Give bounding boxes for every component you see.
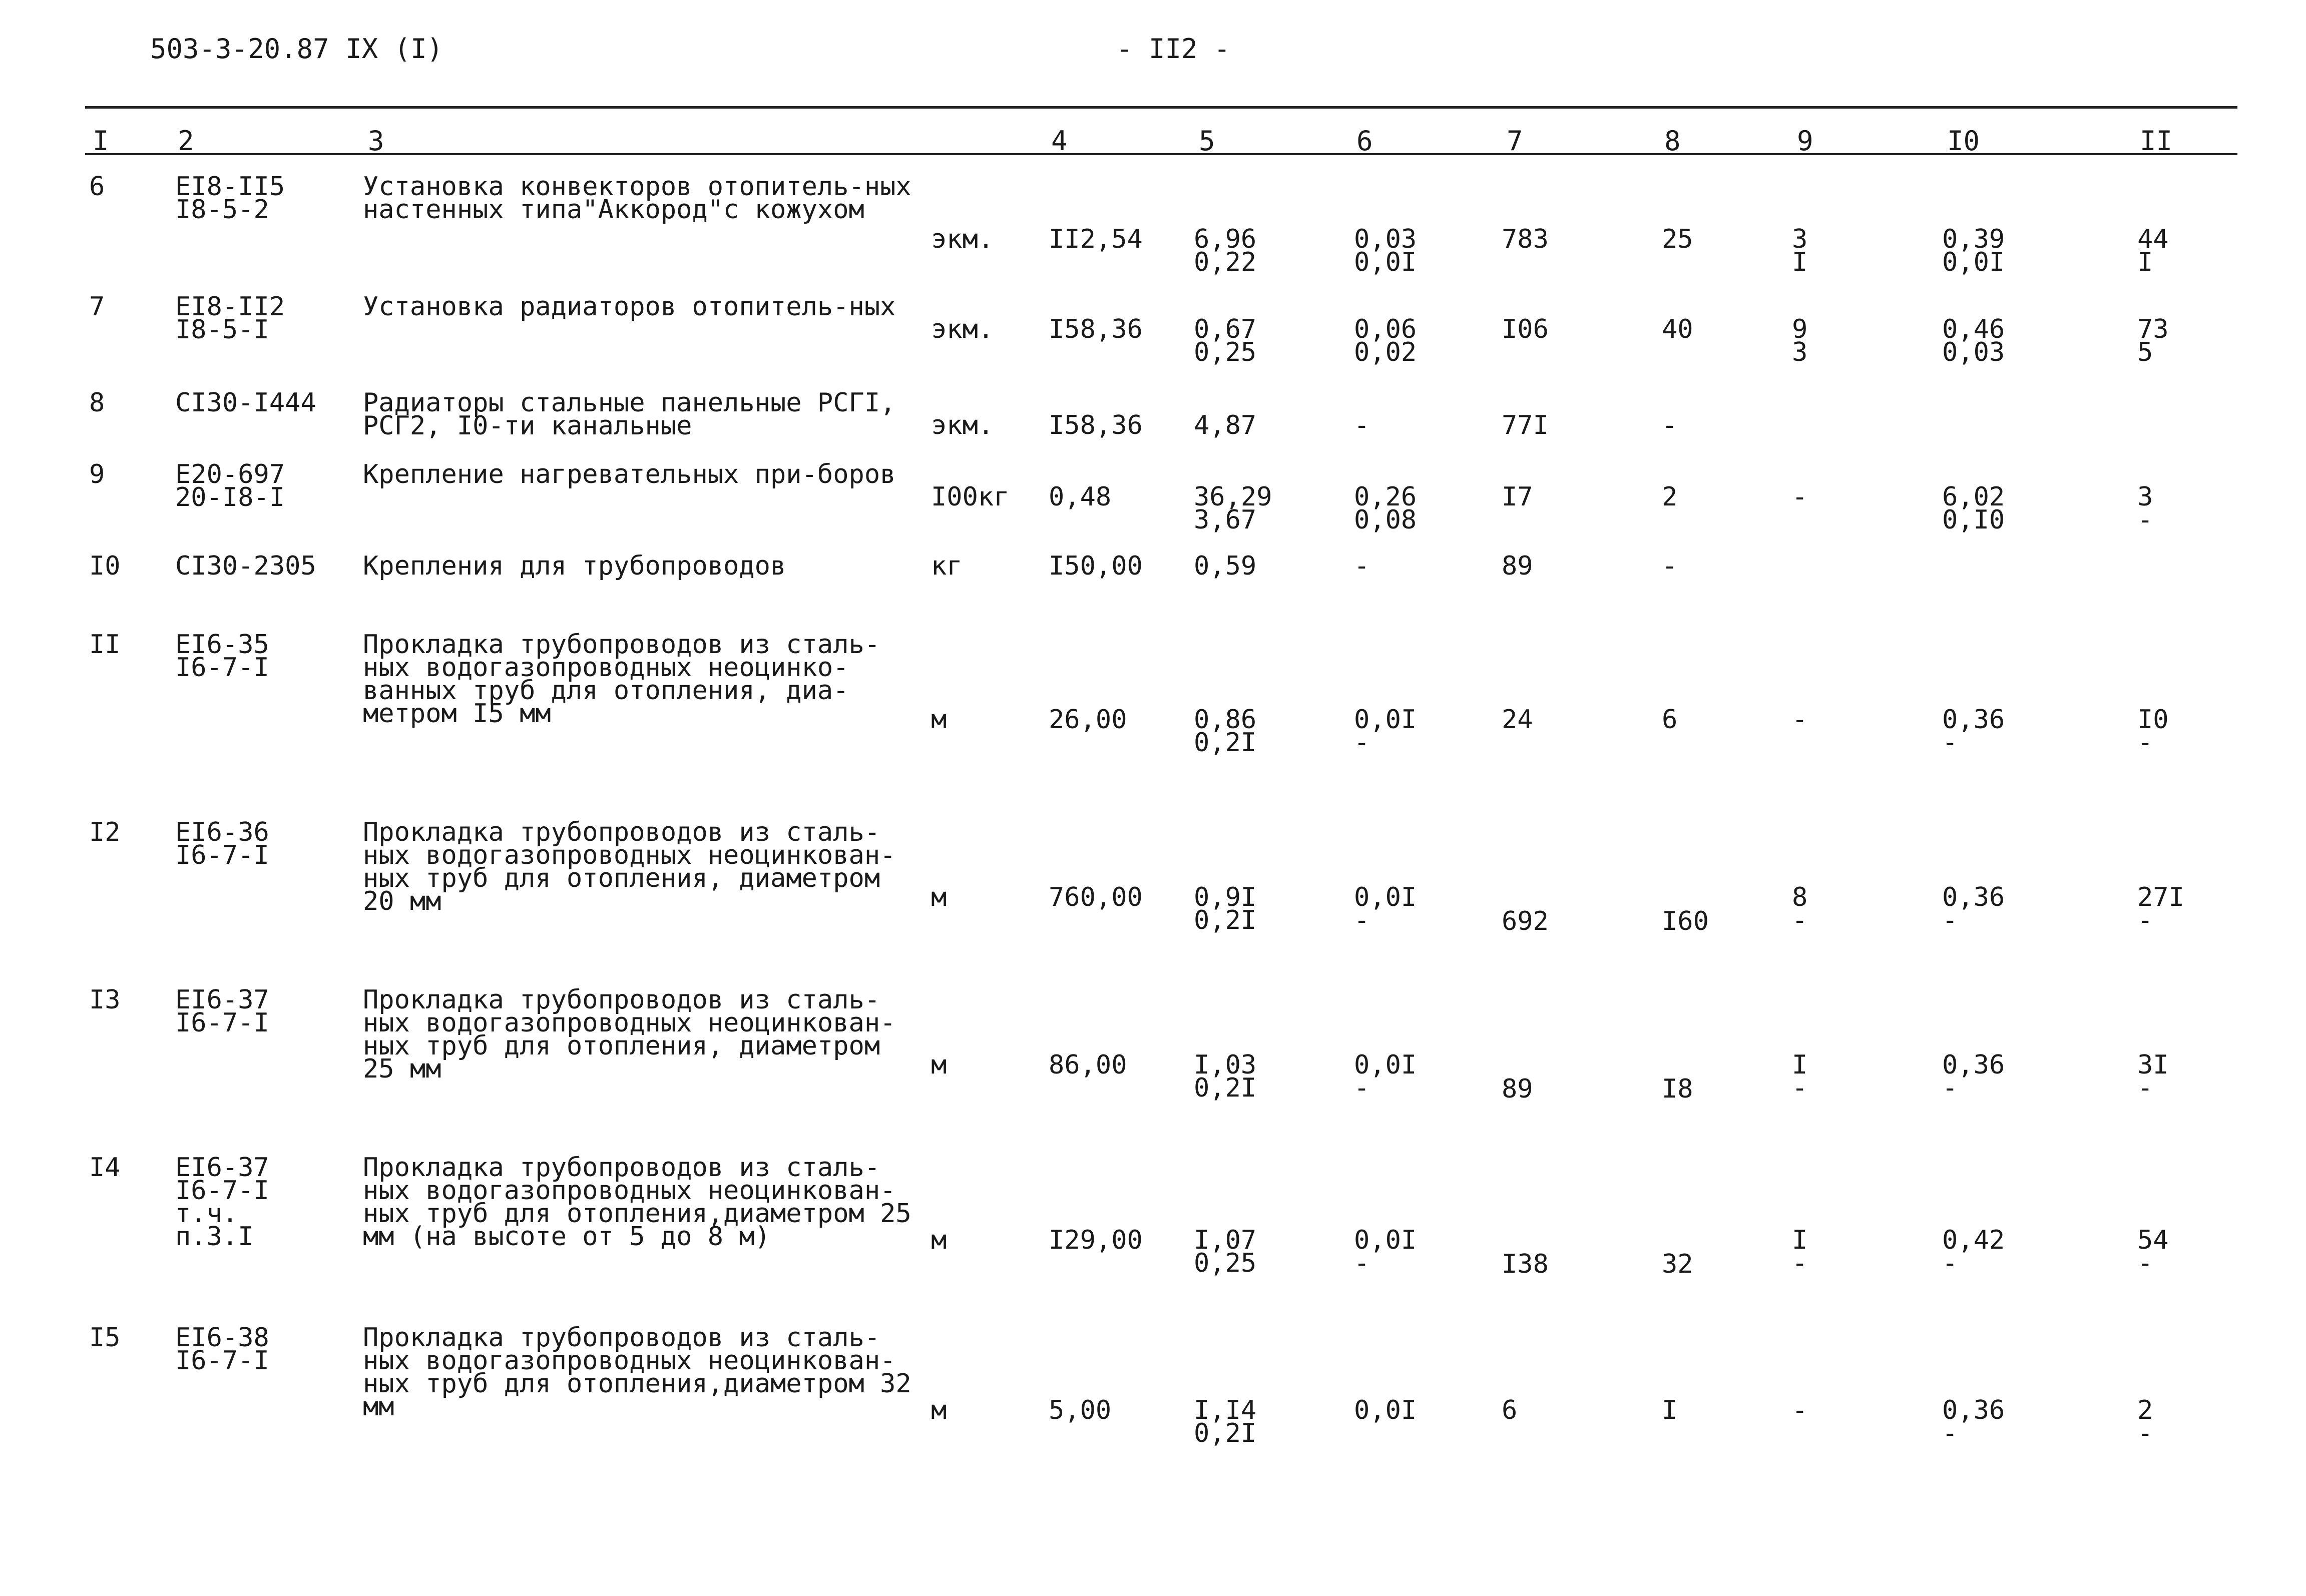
table-top-rule <box>85 106 2237 109</box>
col5-value <box>1194 410 1257 440</box>
norm-code-line: I6-7-I <box>175 653 269 683</box>
row-number: 7 <box>89 292 105 322</box>
col11-value <box>2137 1050 2169 1103</box>
col11-value <box>2137 1395 2153 1448</box>
col5-value-line: 0,2I <box>1194 1073 1257 1103</box>
col7-value: 24 <box>1502 705 1533 735</box>
col6-value-line: - <box>1354 728 1370 758</box>
col9-value <box>1792 314 1808 367</box>
col9-value-line: - <box>1792 905 1808 935</box>
unit-of-measure: I00кг <box>931 482 1010 512</box>
quantity-value: II2,54 <box>1049 224 1143 254</box>
col9-value <box>1792 705 1808 735</box>
col6-value <box>1354 882 1417 935</box>
col10-value-line: 0,0I <box>1942 247 2005 277</box>
quantity-value: I50,00 <box>1049 551 1143 581</box>
col5-value-line: 36,29 <box>1194 482 1272 512</box>
column-number: 9 <box>1797 125 1813 157</box>
col6-value-line: 0,0I <box>1354 882 1417 912</box>
col6-value <box>1354 410 1370 440</box>
col8-value: 6 <box>1662 705 1678 735</box>
norm-code-line: 20-I8-I <box>175 482 285 512</box>
row-number: I0 <box>89 551 121 581</box>
norm-code-line: EI8-II2 <box>175 292 285 322</box>
col6-value-line: 0,02 <box>1354 337 1417 367</box>
col11-value-line: - <box>2137 1248 2153 1278</box>
col7-value: 783 <box>1502 224 1549 254</box>
norm-code-line: I8-5-2 <box>175 195 269 225</box>
col11-value-line: - <box>2137 505 2153 535</box>
col9-value-line: - <box>1792 1395 1808 1425</box>
row-number: 9 <box>89 459 105 489</box>
col10-value-line: 0,I0 <box>1942 505 2005 535</box>
col7-value: I06 <box>1502 314 1549 344</box>
col5-value-line: 0,2I <box>1194 905 1257 935</box>
col5-value <box>1194 224 1257 277</box>
unit-of-measure: м <box>931 882 947 912</box>
col6-value-line: - <box>1354 1248 1370 1278</box>
column-number: 4 <box>1051 125 1068 157</box>
col8-value: 32 <box>1662 1249 1693 1279</box>
col10-value <box>1942 1050 2005 1103</box>
col7-value: I38 <box>1502 1249 1549 1279</box>
col5-value-line: 0,25 <box>1194 337 1257 367</box>
col5-value-line: 0,25 <box>1194 1248 1257 1278</box>
col9-value <box>1792 224 1808 277</box>
unit-of-measure: м <box>931 705 947 735</box>
col11-value-line: 5 <box>2137 337 2153 367</box>
col6-value-line: 0,06 <box>1354 314 1417 344</box>
col5-value-line: 0,22 <box>1194 247 1257 277</box>
col11-value-line: 44 <box>2137 224 2169 254</box>
col10-value <box>1942 314 2005 367</box>
col5-value <box>1194 1395 1257 1448</box>
col10-value-line: 0,36 <box>1942 1050 2005 1080</box>
work-description: Прокладка трубопроводов из сталь-ных водогазопроводных неоцинкован-ных труб для отопления, диаметром 25 мм <box>363 985 896 1084</box>
page-number: - II2 - <box>1116 33 1230 65</box>
col5-value-line: I,I4 <box>1194 1395 1257 1425</box>
col6-value <box>1354 482 1417 535</box>
col6-value-line: 0,0I <box>1354 1050 1417 1080</box>
col11-value-line: - <box>2137 905 2153 935</box>
quantity-value: 86,00 <box>1049 1050 1127 1080</box>
norm-code <box>175 172 285 225</box>
col7-value: 77I <box>1502 410 1549 440</box>
quantity-value: I29,00 <box>1049 1225 1143 1255</box>
document-code: 503-3-20.87 IX (I) <box>150 33 443 65</box>
col10-value-line: - <box>1942 1248 1958 1278</box>
unit-of-measure: м <box>931 1050 947 1080</box>
col7-value: I7 <box>1502 482 1533 512</box>
col5-value-line: 0,2I <box>1194 1418 1257 1448</box>
col8-value: 2 <box>1662 482 1678 512</box>
work-description: Крепление нагревательных при-боров <box>363 459 896 489</box>
col11-value <box>2137 482 2153 535</box>
col6-value <box>1354 314 1417 367</box>
col6-value-line: 0,0I <box>1354 1395 1417 1425</box>
norm-code-line: EI6-35 <box>175 630 269 660</box>
table-header-rule <box>85 153 2237 155</box>
norm-code-line: E20-697 <box>175 459 285 489</box>
norm-code-line: I6-7-I <box>175 840 269 870</box>
row-number: I4 <box>89 1153 121 1183</box>
column-number: 3 <box>368 125 384 157</box>
col11-value-line: 3I <box>2137 1050 2169 1080</box>
norm-code <box>175 388 316 418</box>
norm-code <box>175 1323 269 1376</box>
row-number: 6 <box>89 172 105 202</box>
col5-value <box>1194 482 1272 535</box>
col5-value-line: 0,9I <box>1194 882 1257 912</box>
row-number: I5 <box>89 1323 121 1353</box>
col6-value-line: - <box>1354 551 1370 581</box>
col9-value-line: - <box>1792 705 1808 735</box>
col9-value-line: - <box>1792 1073 1808 1103</box>
col8-value: I8 <box>1662 1074 1693 1104</box>
work-description: Установка конвекторов отопитель-ных настенных типа"Аккород"с кожухом <box>363 172 911 225</box>
col5-value-line: 6,96 <box>1194 224 1257 254</box>
col9-value-line: 3 <box>1792 337 1808 367</box>
row-number: I2 <box>89 817 121 847</box>
col9-value-line: 8 <box>1792 882 1808 912</box>
column-number: II <box>2140 125 2173 157</box>
row-number: I3 <box>89 985 121 1015</box>
column-number: 2 <box>178 125 194 157</box>
col8-value: I <box>1662 1395 1678 1425</box>
norm-code-line: I6-7-I <box>175 1346 269 1376</box>
norm-code <box>175 459 285 512</box>
col9-value-line: I <box>1792 1050 1808 1080</box>
norm-code <box>175 817 269 870</box>
column-number: I <box>93 125 109 157</box>
row-number: 8 <box>89 388 105 418</box>
col11-value <box>2137 1225 2169 1278</box>
col9-value <box>1792 482 1808 512</box>
col5-value <box>1194 705 1257 758</box>
norm-code-line: CI30-2305 <box>175 551 316 581</box>
col6-value-line: 0,0I <box>1354 705 1417 735</box>
quantity-value: 26,00 <box>1049 705 1127 735</box>
col9-value <box>1792 1050 1808 1103</box>
norm-code-line: EI6-37 <box>175 1153 269 1183</box>
norm-code-line: I6-7-I <box>175 1176 269 1206</box>
unit-of-measure: экм. <box>931 410 994 440</box>
unit-of-measure: м <box>931 1395 947 1425</box>
col7-value: 6 <box>1502 1395 1518 1425</box>
col10-value-line: 0,36 <box>1942 705 2005 735</box>
col10-value-line: - <box>1942 905 1958 935</box>
norm-code-line: EI6-36 <box>175 817 269 847</box>
col11-value <box>2137 224 2169 277</box>
col6-value-line: 0,08 <box>1354 505 1417 535</box>
norm-code <box>175 551 316 581</box>
col11-value-line: 3 <box>2137 482 2153 512</box>
quantity-value: I58,36 <box>1049 314 1143 344</box>
col6-value-line: 0,0I <box>1354 247 1417 277</box>
col5-value <box>1194 882 1257 935</box>
col9-value <box>1792 1225 1808 1278</box>
col11-value-line: I <box>2137 247 2153 277</box>
col10-value-line: 6,02 <box>1942 482 2005 512</box>
col6-value <box>1354 551 1370 581</box>
col5-value-line: 0,2I <box>1194 728 1257 758</box>
norm-code-line: EI6-38 <box>175 1323 269 1353</box>
col10-value <box>1942 482 2005 535</box>
col10-value <box>1942 705 2005 758</box>
col6-value-line: - <box>1354 905 1370 935</box>
col5-value <box>1194 1050 1257 1103</box>
quantity-value: 0,48 <box>1049 482 1112 512</box>
col6-value <box>1354 1225 1417 1278</box>
col10-value-line: 0,39 <box>1942 224 2005 254</box>
col6-value-line: 0,0I <box>1354 1225 1417 1255</box>
col10-value-line: 0,42 <box>1942 1225 2005 1255</box>
work-description: Крепления для трубопроводов <box>363 551 786 581</box>
norm-code-line: п.3.I <box>175 1222 254 1252</box>
col9-value-line: I <box>1792 1225 1808 1255</box>
work-description: Прокладка трубопроводов из сталь-ных водогазопроводных неоцинкован-ных труб для отопления, диаметром 20 мм <box>363 817 896 916</box>
col8-value: 40 <box>1662 314 1693 344</box>
col10-value <box>1942 882 2005 935</box>
col11-value-line: 2 <box>2137 1395 2153 1425</box>
col5-value-line: 4,87 <box>1194 410 1257 440</box>
unit-of-measure: экм. <box>931 314 994 344</box>
col9-value-line: 9 <box>1792 314 1808 344</box>
col6-value-line: - <box>1354 410 1370 440</box>
work-description: Прокладка трубопроводов из сталь-ных водогазопроводных неоцинкован-ных труб для отопления,диаметром 32 мм <box>363 1323 911 1422</box>
col11-value <box>2137 705 2169 758</box>
unit-of-measure: м <box>931 1225 947 1255</box>
col11-value-line: - <box>2137 1418 2153 1448</box>
norm-code-line: EI8-II5 <box>175 172 285 202</box>
col10-value-line: - <box>1942 728 1958 758</box>
column-number: I0 <box>1947 125 1980 157</box>
col8-value: I60 <box>1662 906 1709 936</box>
col5-value <box>1194 551 1257 581</box>
column-number: 6 <box>1356 125 1373 157</box>
col11-value-line: - <box>2137 1073 2153 1103</box>
col9-value-line: - <box>1792 1248 1808 1278</box>
quantity-value: I58,36 <box>1049 410 1143 440</box>
col10-value <box>1942 1395 2005 1448</box>
col9-value-line: - <box>1792 482 1808 512</box>
col11-value-line: 73 <box>2137 314 2169 344</box>
norm-code-line: EI6-37 <box>175 985 269 1015</box>
col10-value-line: 0,46 <box>1942 314 2005 344</box>
work-description: Радиаторы стальные панельные РСГI, РСГ2, I0-ти канальные <box>363 388 896 441</box>
unit-of-measure: кг <box>931 551 963 581</box>
work-description: Установка радиаторов отопитель-ных <box>363 292 896 322</box>
col6-value <box>1354 1395 1417 1425</box>
col10-value-line: 0,36 <box>1942 1395 2005 1425</box>
col10-value-line: - <box>1942 1418 1958 1448</box>
norm-code-line: т.ч. <box>175 1199 238 1229</box>
col10-value-line: 0,36 <box>1942 882 2005 912</box>
col6-value-line: 0,26 <box>1354 482 1417 512</box>
col8-value: - <box>1662 410 1678 440</box>
unit-of-measure: экм. <box>931 224 994 254</box>
norm-code <box>175 630 269 683</box>
col5-value-line: 0,86 <box>1194 705 1257 735</box>
col11-value-line: I0 <box>2137 705 2169 735</box>
column-number: 5 <box>1199 125 1215 157</box>
col6-value <box>1354 224 1417 277</box>
col6-value-line: 0,03 <box>1354 224 1417 254</box>
norm-code <box>175 1153 269 1252</box>
work-description: Прокладка трубопроводов из сталь-ных водогазопроводных неоцинко-ванных труб для отопления, диа-метром I5 мм <box>363 630 880 729</box>
col5-value-line: 3,67 <box>1194 505 1257 535</box>
col6-value <box>1354 1050 1417 1103</box>
norm-code <box>175 985 269 1038</box>
norm-code-line: I8-5-I <box>175 315 269 345</box>
col10-value <box>1942 224 2005 277</box>
column-number: 8 <box>1664 125 1681 157</box>
col5-value-line: I,07 <box>1194 1225 1257 1255</box>
row-number: II <box>89 630 121 660</box>
col7-value: 692 <box>1502 906 1549 936</box>
col11-value-line: 54 <box>2137 1225 2169 1255</box>
col7-value: 89 <box>1502 551 1533 581</box>
col5-value-line: 0,67 <box>1194 314 1257 344</box>
col11-value <box>2137 882 2184 935</box>
col8-value: - <box>1662 551 1678 581</box>
col10-value-line: 0,03 <box>1942 337 2005 367</box>
col9-value <box>1792 1395 1808 1425</box>
col5-value-line: 0,59 <box>1194 551 1257 581</box>
col7-value: 89 <box>1502 1074 1533 1104</box>
col10-value <box>1942 1225 2005 1278</box>
col5-value-line: I,03 <box>1194 1050 1257 1080</box>
column-number: 7 <box>1507 125 1523 157</box>
col5-value <box>1194 314 1257 367</box>
col6-value <box>1354 705 1417 758</box>
quantity-value: 5,00 <box>1049 1395 1112 1425</box>
norm-code <box>175 292 285 345</box>
col11-value-line: - <box>2137 728 2153 758</box>
col11-value <box>2137 314 2169 367</box>
col9-value <box>1792 882 1808 935</box>
col5-value <box>1194 1225 1257 1278</box>
col9-value-line: 3 <box>1792 224 1808 254</box>
col8-value: 25 <box>1662 224 1693 254</box>
norm-code-line: I6-7-I <box>175 1008 269 1038</box>
norm-code-line: CI30-I444 <box>175 388 316 418</box>
work-description: Прокладка трубопроводов из сталь-ных водогазопроводных неоцинкован-ных труб для отопления,диаметром 25 мм (на высоте от 5 до 8 м) <box>363 1153 911 1252</box>
col11-value-line: 27I <box>2137 882 2184 912</box>
quantity-value: 760,00 <box>1049 882 1143 912</box>
col6-value-line: - <box>1354 1073 1370 1103</box>
col10-value-line: - <box>1942 1073 1958 1103</box>
col9-value-line: I <box>1792 247 1808 277</box>
